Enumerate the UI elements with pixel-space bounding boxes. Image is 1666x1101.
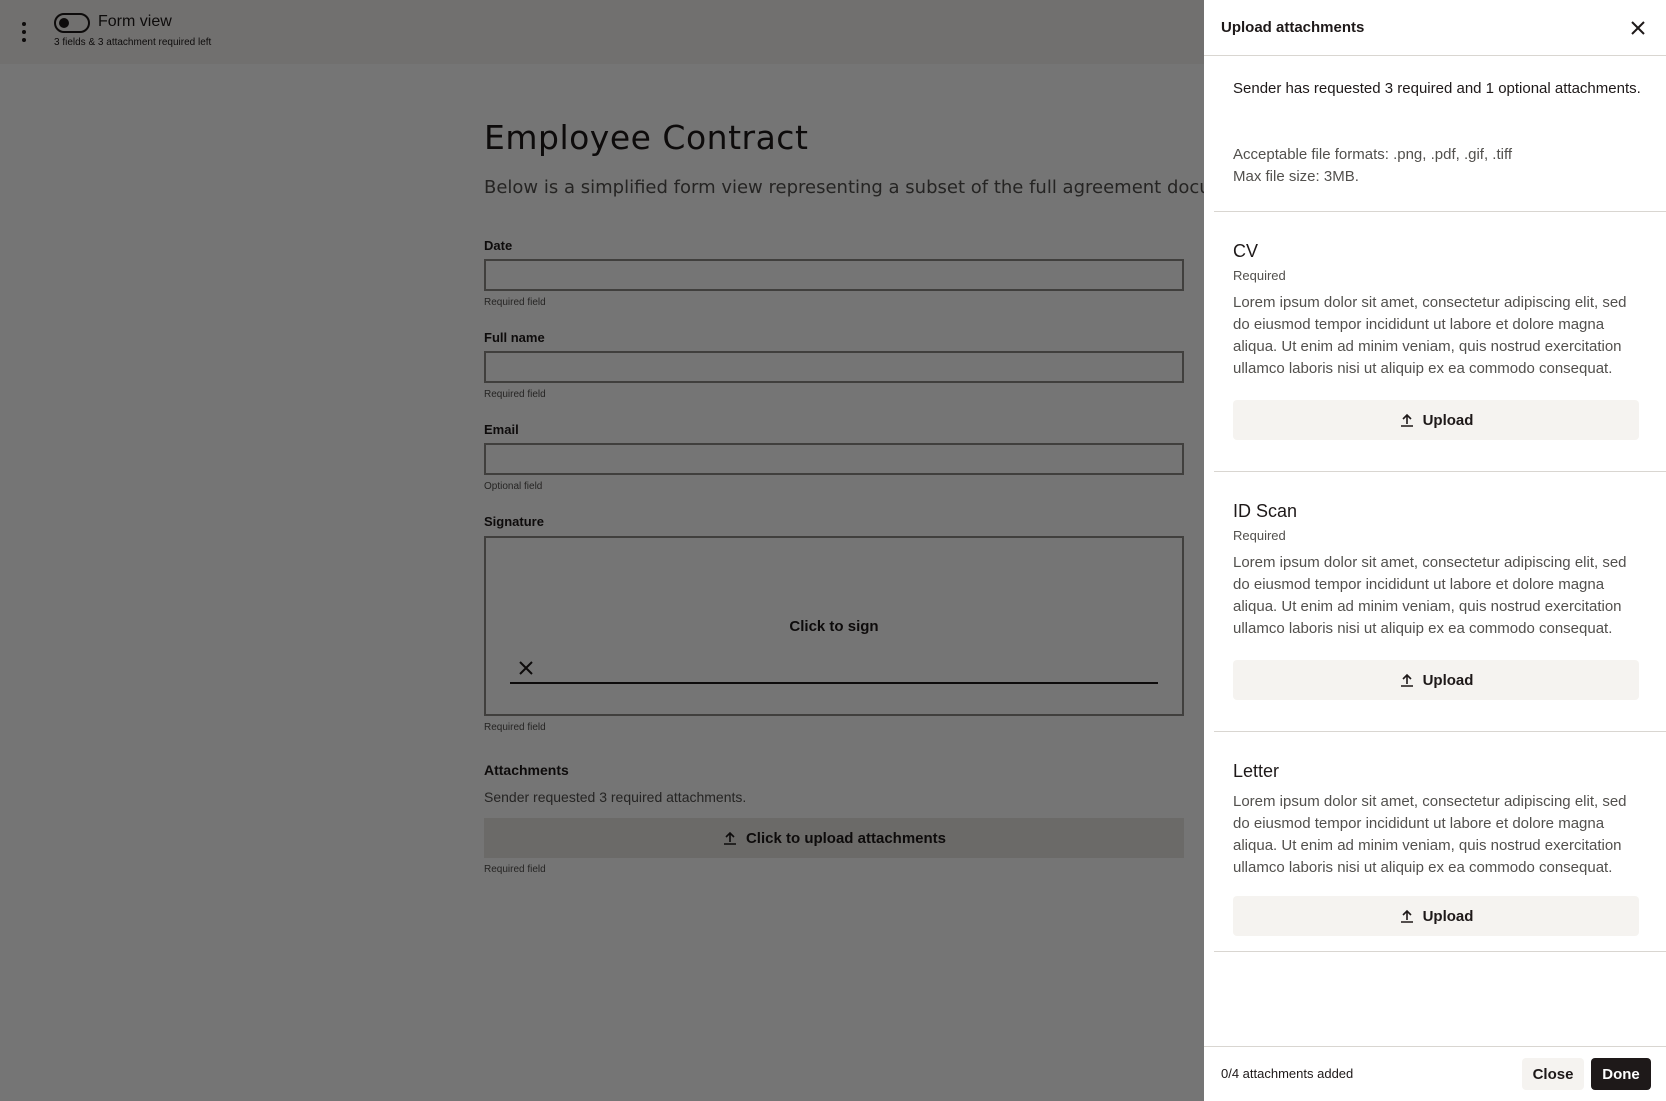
- divider: [1214, 951, 1666, 952]
- upload-id-scan-button[interactable]: [1233, 660, 1639, 700]
- close-button[interactable]: Close: [1522, 1058, 1584, 1090]
- upload-icon: [1399, 412, 1415, 428]
- attachment-cv: [1233, 241, 1643, 380]
- attachment-name: Letter: [1233, 761, 1280, 781]
- upload-label: Upload: [1422, 907, 1474, 925]
- attachment-status: Required: [1233, 268, 1286, 283]
- max-file-size: Max file size: 3MB.: [1233, 168, 1359, 185]
- drawer-body: [1204, 56, 1666, 1046]
- divider: [1214, 471, 1666, 472]
- attachment-description: Lorem ipsum dolor sit amet, consectetur adipiscing elit, sed do eiusmod tempor incididunt ut labore et dolore magna aliqua. Ut enim ad minim veniam, quis nostrud exercitation ullamco laboris nisi ut aliquip ex ea commodo consequat.: [1233, 554, 1627, 637]
- attachment-description: Lorem ipsum dolor sit amet, consectetur adipiscing elit, sed do eiusmod tempor incididunt ut labore et dolore magna aliqua. Ut enim ad minim veniam, quis nostrud exercitation ullamco laboris nisi ut aliquip ex ea commodo consequat.: [1233, 793, 1627, 876]
- done-button[interactable]: Done: [1591, 1058, 1651, 1090]
- file-requirements: [1233, 144, 1653, 188]
- attachments-count: 0/4 attachments added: [1221, 1066, 1354, 1081]
- upload-letter-button[interactable]: [1233, 896, 1639, 936]
- drawer-title: Upload attachments: [1221, 19, 1365, 36]
- close-icon[interactable]: [1628, 18, 1648, 38]
- upload-icon: [1399, 672, 1415, 688]
- upload-cv-button[interactable]: [1233, 400, 1639, 440]
- attachment-name: ID Scan: [1233, 501, 1298, 521]
- attachment-id-scan: [1233, 501, 1643, 640]
- request-summary: Sender has requested 3 required and 1 optional attachments.: [1233, 80, 1641, 97]
- file-formats: Acceptable file formats: .png, .pdf, .gif, .tiff: [1233, 146, 1513, 163]
- drawer-footer: [1204, 1046, 1666, 1101]
- upload-label: Upload: [1422, 671, 1474, 689]
- attachment-description: Lorem ipsum dolor sit amet, consectetur adipiscing elit, sed do eiusmod tempor incididunt ut labore et dolore magna aliqua. Ut enim ad minim veniam, quis nostrud exercitation ullamco laboris nisi ut aliquip ex ea commodo consequat.: [1233, 294, 1627, 377]
- divider: [1214, 211, 1666, 212]
- divider: [1214, 731, 1666, 732]
- attachment-letter: [1233, 761, 1643, 879]
- upload-label: Upload: [1422, 411, 1474, 429]
- upload-attachments-drawer: [1204, 0, 1666, 1101]
- drawer-header: [1204, 0, 1666, 56]
- attachment-status: Required: [1233, 528, 1286, 543]
- attachment-name: CV: [1233, 241, 1259, 261]
- upload-icon: [1399, 908, 1415, 924]
